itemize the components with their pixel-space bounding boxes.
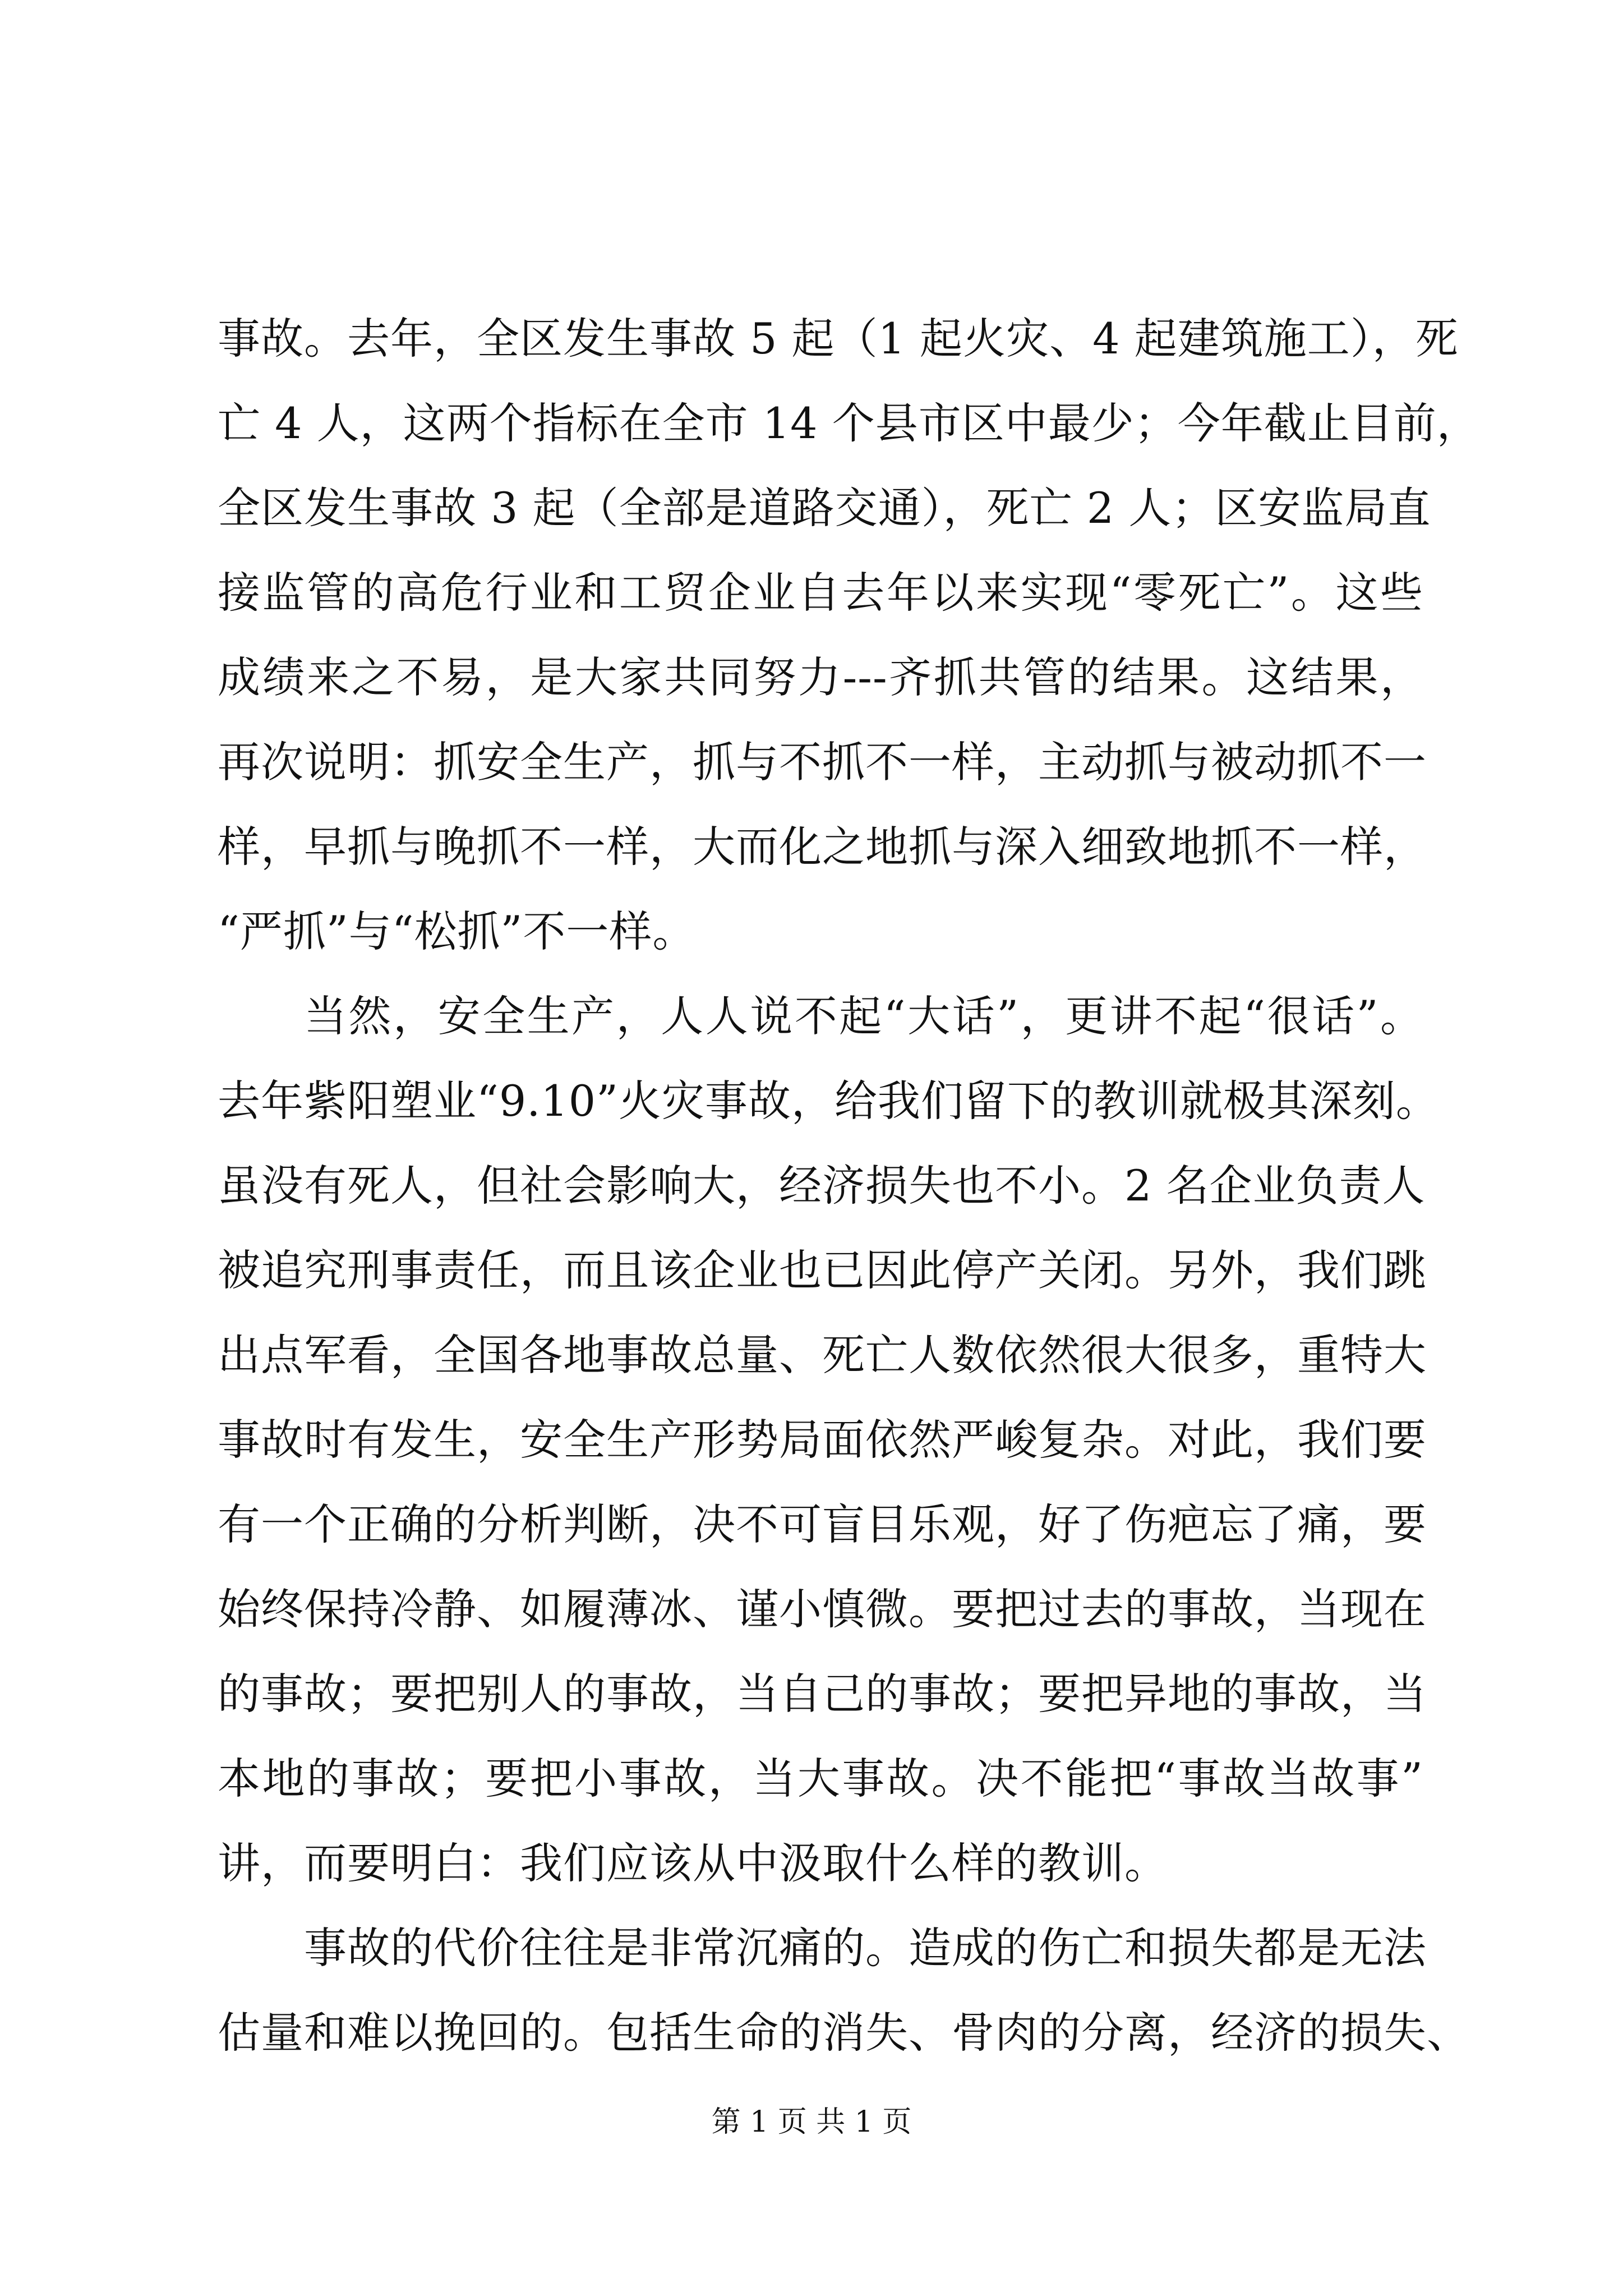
text-line: 被追究刑事责任，而且该企业也已因此停产关闭。另外，我们跳 xyxy=(218,1245,1427,1295)
text-line: 讲，而要明白：我们应该从中汲取什么样的教训。 xyxy=(218,1838,1168,1888)
page-footer: 第 1 页 共 1 页 xyxy=(711,2105,912,2139)
text-line: 事故时有发生，安全生产形势局面依然严峻复杂。对此，我们要 xyxy=(218,1415,1427,1465)
text-line: 全区发生事故 3 起（全部是道路交通），死亡 2 人；区安监局直 xyxy=(218,483,1431,533)
text-line: 的事故；要把别人的事故，当自己的事故；要把异地的事故，当 xyxy=(218,1669,1427,1719)
text-line: 成绩来之不易，是大家共同努力---齐抓共管的结果。这结果， xyxy=(218,652,1423,702)
text-line: 出点军看，全国各地事故总量、死亡人数依然很大很多，重特大 xyxy=(218,1330,1427,1380)
text-line: 事故。去年，全区发生事故 5 起（1 起火灾、4 起建筑施工），死 xyxy=(218,314,1459,364)
body-text xyxy=(218,296,1480,2075)
text-line: 本地的事故；要把小事故，当大事故。决不能把“事故当故事” xyxy=(218,1754,1423,1803)
text-line-paragraph-start: 当然，安全生产，人人说不起“大话”，更讲不起“很话”。 xyxy=(304,991,1423,1041)
text-line: 再次说明：抓安全生产，抓与不抓不一样，主动抓与被动抓不一 xyxy=(218,737,1427,787)
text-line: 有一个正确的分析判断，决不可盲目乐观，好了伤疤忘了痛，要 xyxy=(218,1499,1427,1549)
text-line: 估量和难以挽回的。包括生命的消失、骨肉的分离，经济的损失、 xyxy=(218,2008,1470,2058)
text-line: 始终保持冷静、如履薄冰、谨小慎微。要把过去的事故，当现在 xyxy=(218,1584,1427,1634)
text-line: 亡 4 人，这两个指标在全市 14 个县市区中最少；今年截止目前， xyxy=(218,398,1480,448)
text-line: 虽没有死人，但社会影响大，经济损失也不小。2 名企业负责人 xyxy=(218,1161,1426,1211)
text-line: 样，早抓与晚抓不一样，大而化之地抓与深入细致地抓不一样， xyxy=(218,822,1427,872)
text-line: 去年紫阳塑业“9.10”火灾事故，给我们留下的教训就极其深刻。 xyxy=(218,1076,1439,1126)
text-line: 接监管的高危行业和工贸企业自去年以来实现“零死亡”。这些 xyxy=(218,568,1423,618)
text-line-paragraph-start: 事故的代价往往是非常沉痛的。造成的伤亡和损失都是无法 xyxy=(304,1923,1427,1973)
text-line: “严抓”与“松抓”不一样。 xyxy=(218,907,696,956)
